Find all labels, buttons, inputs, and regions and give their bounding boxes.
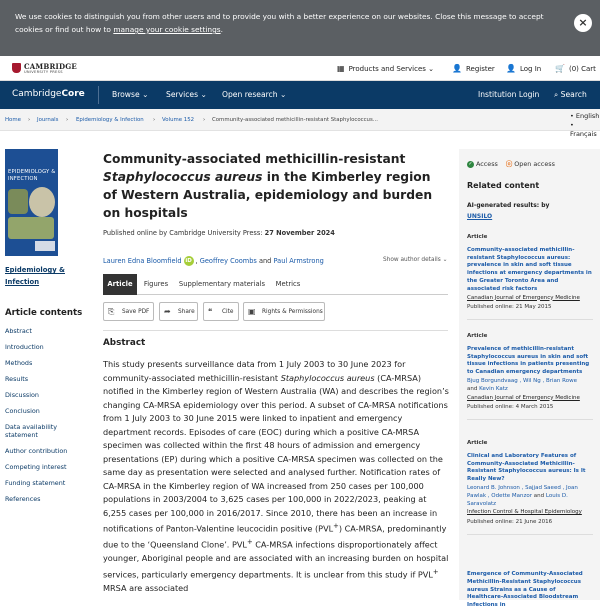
products-label: Products and Services	[348, 65, 426, 73]
cite-button[interactable]	[203, 302, 239, 321]
article-contents-heading: Article contents	[5, 308, 83, 318]
orcid-icon[interactable]: iD	[185, 258, 192, 264]
breadcrumb-home[interactable]: Home	[5, 117, 21, 123]
institution-login-link[interactable]: Institution Login	[478, 90, 540, 99]
toc-item-author-contribution[interactable]: Author contribution	[5, 447, 68, 455]
cookie-banner	[0, 0, 600, 56]
register-link[interactable]	[452, 64, 495, 73]
related-type-label: Article	[467, 234, 488, 240]
breadcrumb	[0, 109, 600, 131]
language-french-label: Français	[570, 130, 597, 138]
register-label: Register	[465, 65, 495, 73]
login-label: Log In	[519, 65, 542, 73]
nav-divider	[98, 86, 99, 104]
related-published-date: Published online: 4 March 2015	[467, 404, 554, 411]
unsilo-link[interactable]: UNSILO	[467, 213, 493, 220]
tab-article[interactable]: Article	[103, 274, 137, 295]
breadcrumb-separator: ›	[203, 117, 206, 123]
cart-link[interactable]	[555, 64, 596, 73]
divider	[467, 419, 593, 420]
chevron-down-icon: ⌄	[198, 90, 207, 99]
abstract-part: MRSA are associated	[103, 583, 189, 594]
tab-figures[interactable]: Figures	[143, 280, 169, 288]
core-navbar	[0, 81, 600, 109]
user-icon: 👤	[506, 64, 516, 73]
ai-generated-label	[467, 200, 549, 222]
grid-icon: ▦	[337, 64, 345, 73]
top-header	[0, 56, 600, 81]
journal-link[interactable]	[5, 264, 65, 288]
abstract-italic: Staphylococcus aureus	[280, 372, 375, 383]
related-published-date: Published online: 21 May 2015	[467, 304, 552, 311]
breadcrumb-current: Community-associated methicillin-resistant Staphylococcus...	[212, 117, 378, 123]
abstract-text	[103, 358, 451, 596]
rights-label: Rights & Permissions	[262, 309, 323, 315]
author-link[interactable]: Geoffrey Coombs	[199, 257, 257, 265]
language-switcher	[570, 112, 600, 139]
related-title-link[interactable]: Prevalence of methicillin-resistant Staphylococcus aureus in skin and soft tissue infections in patients presenting to Canadian emergency departments	[467, 345, 590, 376]
cookie-message: We use cookies to distinguish you from other users and to provide you with a better experience on our websites. Close this message to accept cookies or find out how to	[15, 12, 544, 34]
cover-image	[35, 241, 55, 251]
browse-label: Browse	[112, 90, 140, 99]
journal-cover[interactable]	[5, 149, 58, 256]
author-list: Lauren Edna Bloomfield iD , Geoffrey Coombs and Paul Armstrong	[103, 257, 324, 265]
related-item	[467, 234, 593, 320]
login-link[interactable]	[506, 64, 541, 73]
superscript: +	[432, 567, 439, 576]
open-access-icon: ⓞ	[505, 160, 513, 168]
share-button[interactable]	[159, 302, 198, 321]
related-authors	[467, 485, 593, 508]
cite-label: Cite	[222, 309, 234, 315]
search-button[interactable]	[554, 90, 587, 100]
cambridge-logo[interactable]	[12, 62, 77, 76]
article-title	[103, 150, 448, 222]
pdf-icon: ⎘	[108, 307, 115, 316]
breadcrumb-journal[interactable]: Epidemiology & Infection	[76, 117, 144, 123]
toc-item-methods[interactable]: Methods	[5, 359, 33, 367]
abstract-heading: Abstract	[103, 338, 146, 348]
related-title-link[interactable]: Emergence of Community-Associated Methicillin-Resistant Staphylococcus aureus Strains as a Cause of Healthcare-Associated Bloodstream Infections in	[467, 571, 583, 609]
share-label: Share	[178, 309, 195, 315]
superscript: +	[333, 522, 339, 530]
related-type-label: Article	[467, 440, 488, 446]
cover-title: EPIDEMIOLOGY & INFECTION	[8, 169, 56, 182]
divider	[467, 534, 593, 535]
published-date: 27 November 2024	[264, 229, 335, 237]
check-icon: ✓	[468, 160, 473, 167]
abstract-part: ) CA-MRSA, predominantly due to the ‘Queensland Clone’. PVL	[103, 523, 447, 550]
journal-name-line1: Epidemiology &	[5, 266, 65, 274]
article-tabs	[103, 274, 448, 295]
toc-item-introduction[interactable]: Introduction	[5, 343, 44, 351]
author-link[interactable]: Paul Armstrong	[273, 257, 324, 265]
related-author-links[interactable]: Leonard B. Johnson , Sajjad Saeed , Joan Pawlak , Odette Manzor	[467, 484, 578, 499]
divider	[103, 330, 448, 331]
services-label: Services	[166, 90, 199, 99]
cart-icon: 🛒	[555, 64, 565, 73]
cart-label: (0) Cart	[568, 65, 596, 73]
abstract-part: (CA-MRSA) notified in the Kimberley region of Western Australia (WA) and describes the region’s changing CA-MRSA epidemiology over this period. A subset of CA-MRSA notifications from 1 July 2003 to 30 June 2015 were linked to inpatient and emergency department records. Episodes of care (EOC) during which a positive CA-MRSA specimen was collected within the first 48 hours of admission and emergency presentations (EP) during which a positive CA-MRSA specimen was collected on the same day as presentation were selected and analysed further. Notification rates of CA-MRSA in the Kimberley region of WA increased from 250 cases per 100,000 populations in 2003/2004 to 3,625 cases per 100,000 in 2022/2023, peaking at 6,255 cases per 100,000 in 2016/2017. Since 2010, there has been an increase in notifications of Panton-Valentine leucocidin positive (PVL	[103, 372, 449, 534]
ai-label: AI-generated results: by	[467, 202, 550, 209]
journal-name-line2: Infection	[5, 278, 40, 286]
open-research-label: Open research	[222, 90, 278, 99]
toc-item-data-availability[interactable]: Data availability statement	[5, 423, 58, 439]
tab-supplementary[interactable]: Supplementary materials	[178, 280, 266, 288]
toc-item-discussion[interactable]: Discussion	[5, 391, 39, 399]
toc-item-results[interactable]: Results	[5, 375, 29, 383]
authors-and: and	[533, 492, 545, 499]
logo-line1: CAMBRIDGE	[24, 62, 77, 71]
authors-and: and	[258, 257, 272, 265]
services-menu[interactable]	[166, 90, 207, 99]
language-english-label: English	[575, 112, 600, 120]
language-english[interactable]: • English	[570, 112, 600, 120]
title-part1: Community-associated methicillin-resistant	[103, 152, 406, 166]
breadcrumb-volume[interactable]: Volume 152	[162, 117, 195, 123]
save-pdf-label: Save PDF	[122, 309, 150, 315]
cookie-message-end: .	[220, 25, 223, 34]
breadcrumb-separator: ›	[28, 117, 31, 123]
title-part2: Staphylococcus aureus	[103, 170, 263, 184]
article-contents-list	[5, 327, 85, 511]
related-item	[467, 440, 593, 535]
search-icon: ⌕	[554, 90, 561, 99]
open-research-menu[interactable]	[222, 90, 286, 99]
open-access-label: Open access	[514, 160, 555, 168]
show-author-details[interactable]: Show author details ⌄	[383, 257, 448, 263]
related-authors	[467, 378, 593, 394]
cambridge-core-home[interactable]	[12, 89, 85, 99]
toc-item-conclusion[interactable]: Conclusion	[5, 407, 40, 415]
quote-icon: ❝	[208, 307, 213, 316]
toc-item-abstract[interactable]: Abstract	[5, 327, 32, 335]
chevron-down-icon: ⌄	[277, 90, 287, 99]
cover-image	[8, 217, 54, 239]
related-author-links[interactable]: Bjug Borgundvaag , Wil Ng , Brian Rowe	[467, 377, 577, 384]
toc-item-funding[interactable]: Funding statement	[5, 479, 66, 487]
related-content-heading: Related content	[467, 181, 540, 190]
related-author-link[interactable]: Kevin Katz	[479, 385, 508, 392]
brand-b: Core	[61, 89, 85, 99]
related-type-label: Article	[467, 333, 488, 339]
toc-item-references[interactable]: References	[5, 495, 41, 503]
cookie-close-button[interactable]: ×	[574, 14, 592, 32]
user-plus-icon: 👤	[452, 64, 462, 73]
share-icon: ➦	[164, 307, 171, 316]
breadcrumb-separator: ›	[66, 117, 69, 123]
related-author-link[interactable]: Louis D. Saravolatz	[467, 492, 568, 507]
toc-item-competing-interest[interactable]: Competing interest	[5, 463, 67, 471]
access-label: Access	[476, 160, 498, 168]
chevron-down-icon: ⌄	[425, 65, 435, 73]
access-indicators	[467, 159, 555, 168]
related-item	[467, 571, 593, 611]
related-journal-link[interactable]: Canadian Journal of Emergency Medicine	[467, 394, 580, 401]
copyright-icon: ▣	[248, 307, 256, 316]
products-services-menu[interactable]	[337, 64, 434, 73]
logo-line2: UNIVERSITY PRESS	[24, 70, 63, 74]
breadcrumb-separator: ›	[153, 117, 156, 123]
breadcrumb-journals[interactable]: Journals	[37, 117, 59, 123]
crest-icon	[12, 63, 21, 73]
authors-and: and	[467, 385, 478, 392]
tab-metrics[interactable]: Metrics	[275, 280, 301, 288]
related-title-link[interactable]: Community-associated methicillin-resistant Staphylococcus aureus: prevalence in skin and soft tissue infections at emergency departments in the Greater Toronto Area and associated risk factors	[467, 246, 592, 292]
related-item	[467, 333, 593, 420]
superscript: +	[246, 538, 253, 547]
language-french[interactable]: • Français	[570, 121, 597, 138]
divider	[467, 319, 593, 320]
title-part3: in the Kimberley region of Western Australia, epidemiology and burden on hospitals	[103, 170, 433, 220]
chevron-down-icon: ⌄	[139, 90, 149, 99]
abstract-part: This study presents surveillance data from 1 July 2003 to 30 June 2023 for community-associated methicillin-resistant	[103, 359, 406, 383]
author-link[interactable]: Lauren Edna Bloomfield	[103, 257, 182, 265]
related-published-date: Published online: 21 June 2016	[467, 519, 553, 526]
rights-permissions-button[interactable]	[243, 302, 325, 321]
brand-a: Cambridge	[12, 89, 62, 99]
related-title-link[interactable]: Clinical and Laboratory Features of Community-Associated Methicillin-Resistant Staphylococcus aureus: Is It Really New?	[467, 452, 586, 483]
related-journal-link[interactable]: Infection Control & Hospital Epidemiology	[467, 509, 582, 516]
related-journal-link[interactable]: Canadian Journal of Emergency Medicine	[467, 294, 580, 301]
search-label: Search	[560, 90, 587, 99]
cover-image	[29, 187, 55, 217]
cookie-settings-link[interactable]: manage your cookie settings	[113, 25, 221, 34]
cover-image	[8, 189, 28, 214]
abstract-part: CA-MRSA infections disproportionately affect younger, Aboriginal people and are associated with an increasing burden on hospital services, particularly emergency departments. It is unclear from this study if PVL	[103, 539, 449, 580]
browse-menu[interactable]	[112, 90, 148, 99]
publication-info	[103, 229, 335, 237]
save-pdf-button[interactable]	[103, 302, 154, 321]
published-label: Published online by Cambridge University Press:	[103, 229, 263, 237]
